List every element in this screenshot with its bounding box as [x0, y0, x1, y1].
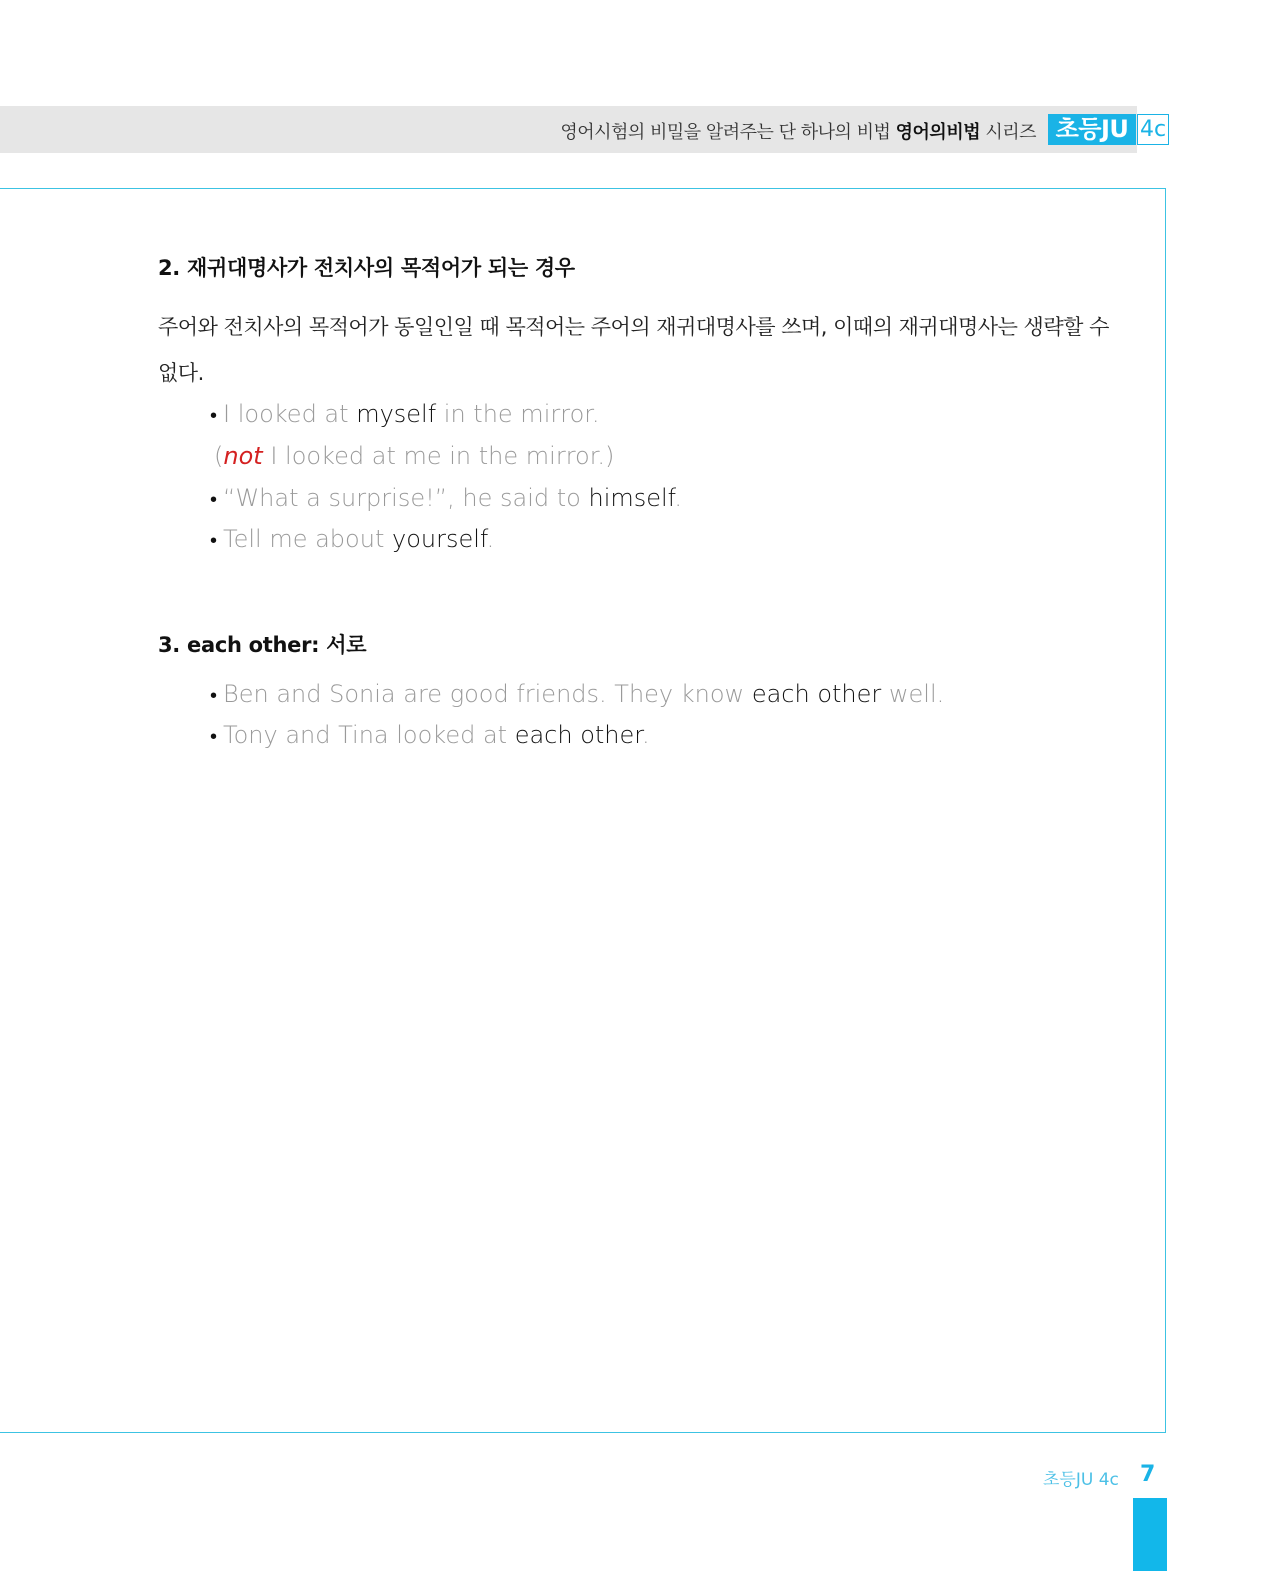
example-highlight: each other	[751, 680, 882, 708]
counter-example-text: I looked at me in the mirror.)	[262, 442, 615, 470]
example-text-end: well.	[881, 680, 945, 708]
example-text-end: .	[641, 721, 650, 749]
example-text: I looked at	[223, 400, 357, 428]
level-badge: 4c	[1137, 114, 1169, 145]
example-highlight: myself	[356, 400, 437, 428]
example-text: Tony and Tina looked at	[223, 721, 515, 749]
counter-example	[214, 442, 614, 470]
footer-brand: 초등JU 4c	[1043, 1470, 1119, 1490]
example-highlight: each other	[514, 721, 642, 749]
bullet: •	[210, 403, 218, 427]
paren-open: (	[214, 442, 224, 470]
example-text-end: .	[674, 484, 683, 512]
bullet: •	[210, 528, 218, 552]
example-text-end: in the mirror.	[436, 400, 600, 428]
tagline-text: 영어시험의 비밀을 알려주는 단 하나의 비법	[560, 122, 896, 143]
series-name: 영어의비법	[895, 122, 981, 143]
bullet: •	[210, 683, 218, 707]
negation-word: not	[223, 442, 263, 470]
bullet: •	[210, 487, 218, 511]
page-number: 7	[1140, 1462, 1156, 1487]
example-highlight: himself	[588, 484, 675, 512]
section-3-title: 3. each other: 서로	[158, 633, 367, 657]
example-sentence	[210, 525, 494, 553]
example-sentence	[210, 721, 650, 749]
example-text: Ben and Sonia are good friends. They know	[223, 680, 752, 708]
section-2-paragraph: 주어와 전치사의 목적어가 동일인일 때 목적어는 주어의 재귀대명사를 쓰며, 이때의 재귀대명사는 생략할 수 없다.	[158, 315, 1109, 385]
footer-accent-bar	[1133, 1498, 1167, 1571]
brand-badge: 초등JU	[1048, 114, 1136, 145]
example-sentence	[210, 680, 944, 708]
example-sentence	[210, 400, 600, 428]
example-highlight: yourself	[391, 525, 487, 553]
bullet: •	[210, 724, 218, 748]
series-suffix: 시리즈	[980, 122, 1036, 143]
example-text: “What a surprise!”, he said to	[223, 484, 589, 512]
section-2-title: 2. 재귀대명사가 전치사의 목적어가 되는 경우	[158, 256, 575, 280]
example-text-end: .	[486, 525, 495, 553]
series-tagline	[560, 118, 1036, 144]
example-sentence	[210, 484, 682, 512]
example-text: Tell me about	[223, 525, 392, 553]
